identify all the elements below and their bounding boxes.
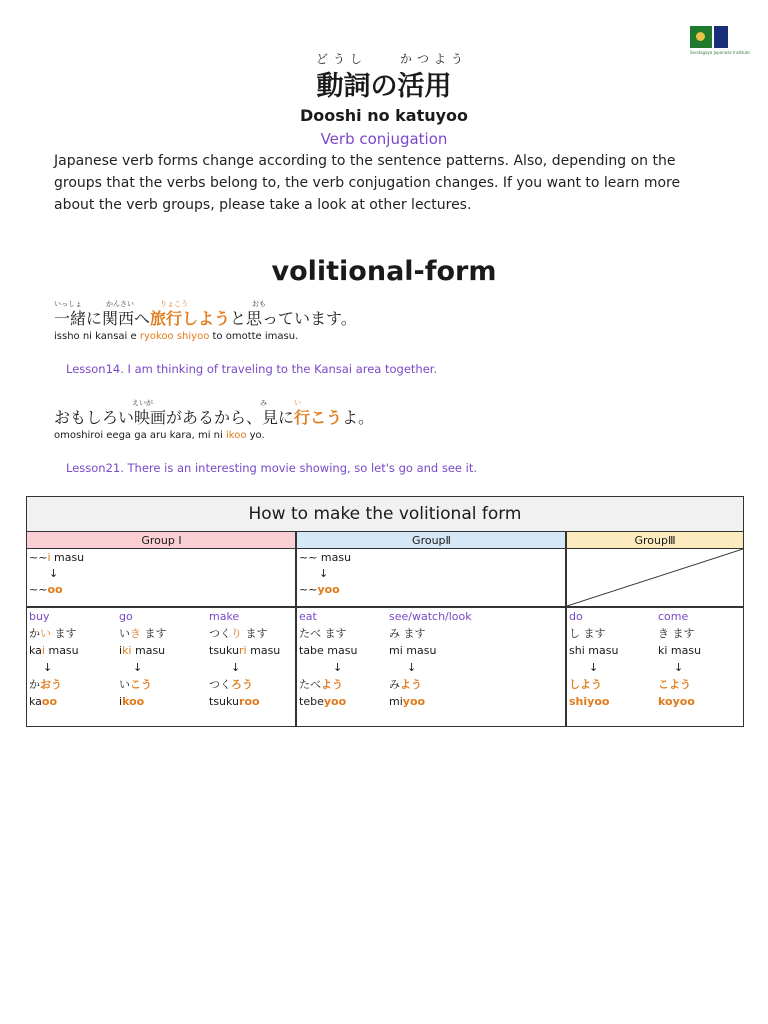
down-arrow-icon: ↓ [333, 661, 343, 674]
furigana: えいが [132, 399, 153, 407]
section-title: volitional-form [271, 256, 497, 287]
group1-rule: ~~i masu ↓ ~~oo [29, 551, 85, 596]
highlight-volitional-romaji: ikoo [225, 430, 247, 441]
down-arrow-icon: ↓ [319, 567, 329, 580]
logo-caption: Sendagaya Japanese Institute [690, 50, 750, 55]
furigana: い [294, 399, 301, 407]
group3-header: GroupⅢ [566, 532, 743, 549]
down-arrow-icon: ↓ [133, 661, 143, 674]
furigana: いっしょ [54, 300, 82, 308]
group2-header: GroupⅡ [296, 532, 566, 549]
verb-column: go いき ます iki masu ↓ いこう ikoo [119, 610, 167, 708]
highlight-volitional: 行こう [294, 408, 343, 427]
title-ruby-katsuyou: かつよう [400, 52, 469, 66]
furigana: み [260, 399, 267, 407]
title-ruby-doushi: どうし [316, 52, 368, 66]
volitional-form-table [26, 496, 744, 727]
example-sentence [54, 299, 437, 377]
page-title: 動詞の活用 [316, 71, 452, 102]
page-title-romaji: Dooshi no katuyoo [299, 106, 469, 125]
down-arrow-icon: ↓ [49, 567, 59, 580]
down-arrow-icon: ↓ [674, 661, 684, 674]
verb-column: do し ます shi masu ↓ しよう shiyoo [569, 610, 619, 708]
example-translation: Lesson14. I am thinking of traveling to the Kansai area together. [66, 362, 438, 376]
example-japanese: 一緒に関西へ旅行しようと思っています。 [54, 309, 357, 328]
down-arrow-icon: ↓ [407, 661, 417, 674]
example-romaji: omoshiroi eega ga aru kara, mi ni ikoo yo. [54, 430, 265, 441]
example-translation: Lesson21. There is an interesting movie showing, so let's go and see it. [66, 461, 478, 475]
column-divider [295, 532, 297, 726]
intro-paragraph: Japanese verb forms change according to the sentence patterns. Also, depending on the groups that the verbs belong to, the verb conjugation changes. If you want to learn more about the verb groups, please take a look at other lectures. [54, 153, 681, 213]
school-logo [690, 26, 750, 62]
down-arrow-icon: ↓ [231, 661, 241, 674]
verb-column: see/watch/look み ます mi masu ↓ みよう miyoo [389, 610, 472, 708]
furigana: おも [252, 300, 266, 308]
highlight-volitional-romaji: ryokoo shiyoo [139, 331, 210, 342]
logo-flag-icon [714, 26, 728, 48]
logo-emblem-icon [690, 26, 712, 48]
page-title-english: Verb conjugation [320, 130, 448, 148]
example-sentence [54, 398, 477, 476]
down-arrow-icon: ↓ [43, 661, 53, 674]
group3-diagonal [567, 549, 743, 606]
example-romaji: issho ni kansai e ryokoo shiyoo to omotte imasu. [54, 331, 299, 342]
furigana: かんさい [106, 300, 134, 308]
highlight-volitional: 旅行しよう [150, 309, 231, 328]
example-japanese: おもしろい映画があるから、見に行こうよ。 [54, 408, 375, 427]
table-title: How to make the volitional form [27, 497, 743, 532]
furigana: りょこう [160, 300, 188, 308]
verb-column: buy かい ます kai masu ↓ かおう kaoo [29, 610, 79, 708]
furigana-row [54, 398, 477, 408]
down-arrow-icon: ↓ [589, 661, 599, 674]
verb-column: make つくり ます tsukuri masu ↓ つくろう tsukuroo [209, 610, 281, 708]
group2-rule: ~~ masu ↓ ~~yoo [299, 551, 352, 596]
furigana-row [54, 299, 437, 309]
group1-header: Group Ⅰ [27, 532, 296, 549]
verb-column: eat たべ ます tabe masu ↓ たべよう tebeyoo [299, 610, 358, 708]
verb-column: come き ます ki masu ↓ こよう koyoo [658, 610, 702, 708]
